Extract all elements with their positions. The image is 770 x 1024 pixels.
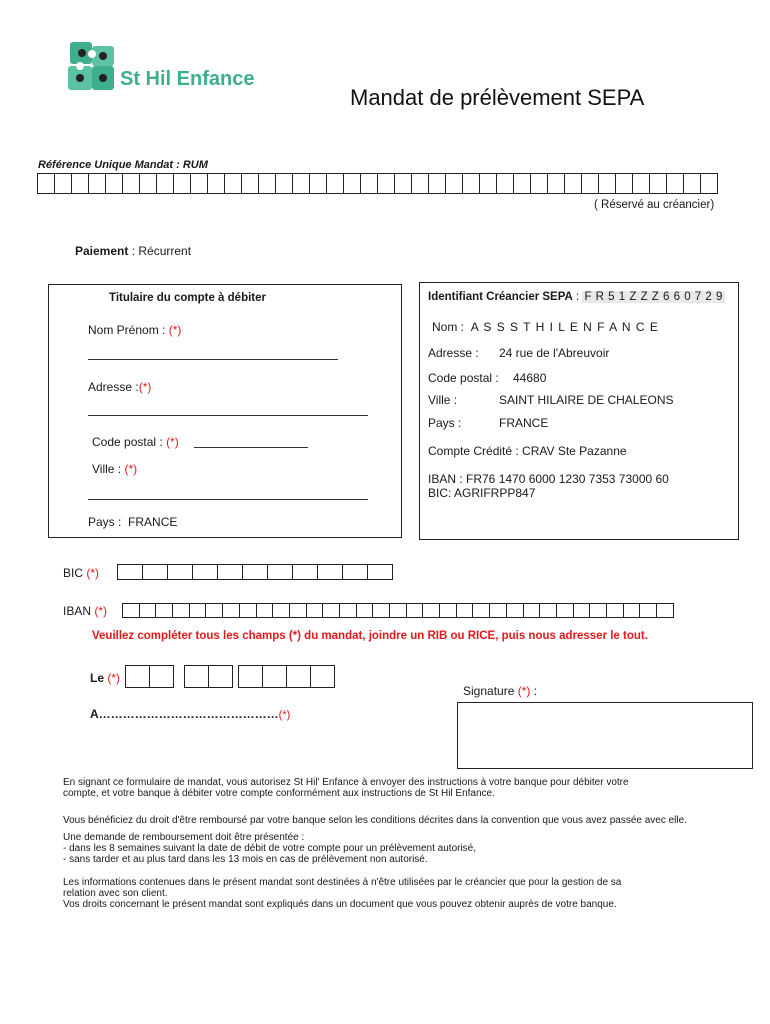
creancier-ville-value: SAINT HILAIRE DE CHALEONS (499, 393, 674, 407)
code-postal-line[interactable] (194, 447, 308, 448)
bic-required: (*) (86, 566, 100, 580)
ville-required: (*) (124, 462, 138, 476)
footer (63, 777, 703, 910)
signature-label: Signature (463, 684, 515, 698)
code-postal-row (92, 435, 179, 449)
paiement-line (75, 244, 191, 258)
titulaire-box (48, 284, 402, 538)
a-required: (*) (278, 709, 291, 721)
a-label-row (90, 707, 290, 721)
date-day-cells[interactable] (126, 665, 174, 688)
adresse-line[interactable] (88, 415, 368, 416)
signature-label-row (463, 684, 537, 698)
creancier-nom-value: A S S S T H I L E N F A N C E (470, 320, 659, 334)
nom-line[interactable] (88, 359, 338, 360)
bic-cells[interactable] (118, 564, 393, 580)
bic-label: BIC (63, 566, 84, 580)
date-year-cells[interactable] (239, 665, 335, 688)
footer-p3: Une demande de remboursement doit être présentée : (63, 832, 305, 843)
footer-p4: - dans les 8 semaines suivant la date de débit de votre compte pour un prélèvement autorisé, (63, 843, 477, 854)
a-label[interactable]: A……………………………………… (90, 707, 279, 721)
iban-label: IBAN (63, 604, 92, 618)
le-label-row (90, 671, 120, 685)
signature-required: (*) (517, 684, 531, 698)
code-postal-label: Code postal : (92, 435, 163, 449)
nom-required: (*) (168, 323, 182, 337)
footer-p1: En signant ce formulaire de mandat, vous autorisez St Hil' Enfance à envoyer des instructions à votre banque pour débiter votre compte, et votre banque à débiter votre compte conformément aux instructions de St Hil Enfance. (63, 777, 629, 799)
pays-label: Pays : (88, 515, 122, 529)
footer-p5: - sans tarder et au plus tard dans les 13 mois en cas de prélèvement non autorisé. (63, 854, 428, 865)
puzzle-logo-icon (62, 38, 124, 100)
ville-line[interactable] (88, 499, 368, 500)
creancier-adresse-label: Adresse : (428, 346, 479, 360)
creancier-compte: Compte Crédité : CRAV Ste Pazanne (428, 444, 627, 458)
creancier-bic: BIC: AGRIFRPP847 (428, 486, 536, 500)
pays-value: FRANCE (128, 515, 178, 529)
creancier-cp-label: Code postal : (428, 371, 499, 385)
pays-row (88, 515, 177, 529)
footer-p7: Vos droits concernant le présent mandat sont expliqués dans un document que vous pouvez obtenir auprès de votre banque. (63, 899, 617, 910)
date-month-cells[interactable] (185, 665, 233, 688)
le-label: Le (90, 671, 105, 685)
bic-label-row (63, 566, 99, 580)
creancier-pays-label: Pays : (428, 416, 462, 430)
rum-cells[interactable] (38, 173, 718, 194)
iban-label-row (63, 604, 107, 618)
creancier-box (419, 282, 739, 540)
page-title: Mandat de prélèvement SEPA (350, 85, 645, 110)
warning-text: Veuillez compléter tous les champs (*) du mandat, joindre un RIB ou RICE, puis nous adresser le tout. (92, 630, 648, 642)
iban-required: (*) (94, 604, 108, 618)
nom-label-row (88, 323, 181, 337)
creancier-id-value: F R 5 1 Z Z Z 6 6 0 7 2 9 (584, 291, 723, 303)
creancier-pays-value: FRANCE (499, 416, 549, 430)
adresse-label: Adresse : (88, 380, 139, 394)
logo (62, 38, 282, 100)
code-postal-required: (*) (166, 435, 179, 449)
creancier-id-row: Identifiant Créancier SEPA : F R 5 1 Z Z Z 6 6 0 7 2 9 (428, 291, 723, 303)
paiement-value: : Récurrent (128, 244, 192, 258)
ville-row (92, 462, 137, 476)
creancier-id-label: Identifiant Créancier SEPA (428, 291, 573, 303)
adresse-label-row (88, 380, 151, 394)
signature-box[interactable] (457, 702, 753, 769)
adresse-required: (*) (138, 380, 152, 394)
creancier-ville-label: Ville : (428, 393, 458, 407)
creancier-iban: IBAN : FR76 1470 6000 1230 7353 73000 60 (428, 472, 669, 486)
iban-cells[interactable] (123, 603, 674, 618)
creancier-nom-row (432, 320, 659, 334)
footer-p6: Les informations contenues dans le présent mandat sont destinées à n'être utilisées par le créancier que pour la gestion de sa relation avec son client. (63, 877, 622, 899)
creancier-cp-value: 44680 (513, 371, 547, 385)
rum-label: Référence Unique Mandat : RUM (38, 159, 208, 171)
signature-colon: : (530, 684, 538, 698)
creancier-adresse-value: 24 rue de l'Abreuvoir (499, 346, 610, 360)
footer-p2: Vous bénéficiez du droit d'être remboursé par votre banque selon les conditions décrites dans la convention que vous avez passée avec elle. (63, 815, 687, 826)
creancier-nom-label: Nom : (432, 320, 465, 334)
le-required: (*) (107, 671, 121, 685)
rum-note: ( Réservé au créancier) (594, 199, 715, 211)
paiement-label: Paiement (75, 244, 129, 258)
nom-label: Nom Prénom : (88, 323, 166, 337)
titulaire-heading: Titulaire du compte à débiter (109, 292, 266, 304)
ville-label: Ville : (92, 462, 122, 476)
logo-text: St Hil Enfance (120, 68, 255, 90)
